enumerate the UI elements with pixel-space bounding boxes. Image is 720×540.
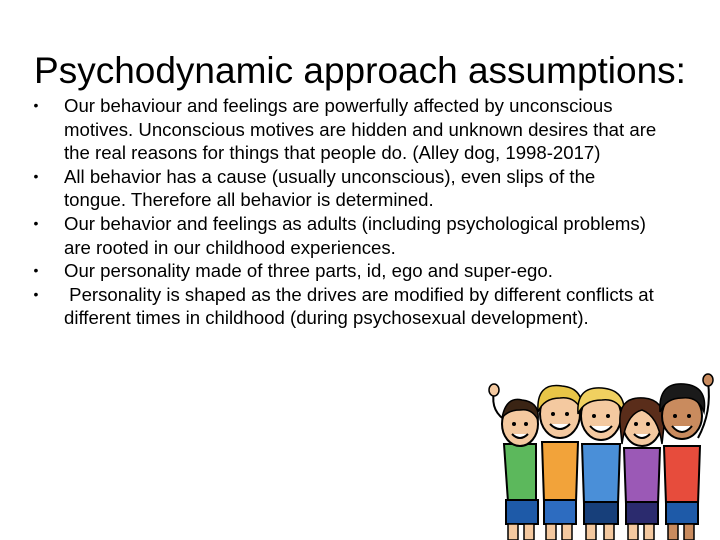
bullet-text: Our personality made of three parts, id, ego and super-ego. bbox=[64, 260, 553, 282]
child-figure bbox=[620, 398, 664, 540]
bullet-text: All behavior has a cause (usually unconscious), even slips of the tongue. Therefore all behavior is determined. bbox=[64, 165, 596, 211]
bullet-item bbox=[30, 212, 660, 259]
bullet-item bbox=[30, 283, 660, 330]
bullet-item bbox=[30, 259, 660, 283]
bullet-marker: • bbox=[33, 285, 39, 302]
bullet-item bbox=[30, 94, 660, 165]
child-figure bbox=[489, 384, 538, 540]
bullet-list bbox=[30, 94, 660, 330]
bullet-marker: • bbox=[33, 97, 39, 113]
bullet-text: Our behaviour and feelings are powerfully affected by unconscious motives. Unconscious motives are hidden and unknown desires that are the real reasons for things that people do. (Alley dog, 1998-2017) bbox=[64, 95, 657, 164]
bullet-text: Personality is shaped as the drives are modified by different conflicts at different times in childhood (during psychosexual development). bbox=[64, 283, 659, 329]
bullet-text: Our behavior and feelings as adults (including psychological problems) are rooted in our childhood experiences. bbox=[64, 212, 646, 258]
bullet-marker: • bbox=[33, 167, 39, 184]
bullet-marker: • bbox=[33, 262, 39, 279]
child-figure bbox=[578, 388, 624, 540]
child-figure bbox=[538, 386, 582, 540]
bullet-marker: • bbox=[33, 214, 39, 231]
bullet-item bbox=[30, 165, 660, 212]
group-of-children-icon bbox=[486, 352, 720, 540]
slide-title: Psychodynamic approach assumptions: bbox=[34, 49, 686, 91]
child-figure bbox=[660, 374, 713, 540]
